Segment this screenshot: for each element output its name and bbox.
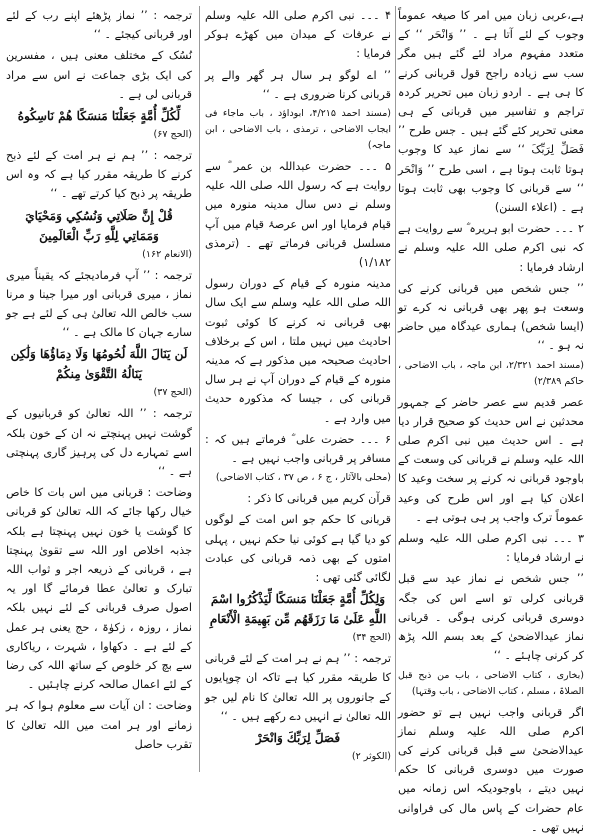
paragraph: وضاحت : ان آیات سے معلوم ہوا کہ ہر زمانے اور ہر امت میں اللہ تعالیٰ کا تقرب حاصل — [6, 699, 192, 751]
column-right — [398, 6, 585, 834]
reference: (الحج ۳۴) — [352, 632, 391, 644]
hadith-quote: ’’ جس شخص نے نماز عید سے قبل قربانی کرلی تو اسے اس کی جگہ دوسری قربانی کرنی ہوگی ۔ قربانی نماز عیدالاضحیٰ کے بعد بسم اللہ پڑھ کر کرنی چاہئے ۔ ‘‘ — [398, 572, 584, 663]
reference: (محلی بالآثار ، ج ۶ ، ص ۳۷ ، کتاب الاضاحی) — [215, 472, 391, 484]
reference: (الحج ۳۷) — [153, 387, 192, 399]
reference: (مسند احمد ۲/۳۲۱، ابن ماجہ ، باب الاضاحی ، حاکم ۲/۳۸۹) — [398, 359, 585, 387]
paragraph: اگر قربانی واجب نہیں ہے تو حضور اکرم صلی اللہ علیہ وسلم نماز عیدالاضحیٰ سے قبل قربانی کرنے کی صورت میں دوسری قربانی کا حکم نہیں دیتے ، باوجودیکہ اس زمانہ میں عام حضرات کے پاس مال کی فراوانی نہیں تھی ۔ — [398, 705, 584, 834]
hadith-quote: ’’ اے لوگو ہر سال ہر گھر والے پر قربانی کرنا ضروری ہے ۔ ‘‘ — [205, 68, 391, 101]
column-middle — [205, 6, 391, 774]
column-divider — [395, 6, 396, 772]
reference: (مسند احمد ۴/۲۱۵، ابوداؤد ، باب ماجاء فی ایجاب الاضاحی ، ترمذی ، باب الاضاحی ، ابن ماجہ) — [205, 108, 391, 152]
paragraph: وضاحت : قربانی میں اس بات کا خاص خیال رکھا جائے کہ اللہ تعالیٰ کو قربانی کا گوشت یا خون نہیں پہنچتا ہے بلکہ جذبہ اخلاص اور اللہ سے تقویٰ پہنچتا ہے ، قربانی کے ذریعہ اجر و ثواب اللہ تبارک و تعالیٰ عطا فرمائے گا اور یہ اصول صرف قربانی کے لئے نہیں بلکہ نماز ، روزہ ، زکوٰۃ ، حج یعنی ہر عمل کے لئے ہے ۔ دکھاوا ، شہرت ، ریاکاری سے بچ کر خلوص کے ساتھ اللہ کی رضا کے لئے اعمال صالحہ کرنے چاہئیں ۔ — [6, 486, 192, 692]
paragraph: مدینہ منورہ کے قیام کے دوران رسول اللہ صلی اللہ علیہ وسلم سے ایک سال بھی قربانی نہ کرنے کا کوئی ثبوت احادیث میں نہیں ملتا ، اس کے برخلاف احادیث صحیحہ میں مذکور ہے کہ مدینہ منورہ کے قیام کے دوران آپ نے ہر سال قربانی کی ، جیسا کہ مذکورہ حدیث میں وارد ہے ۔ — [205, 277, 391, 425]
paragraph: قربانی کا حکم جو اس امت کے لوگوں کو دیا گیا ہے کوئی نیا حکم نہیں ، پہلی امتوں کے بھی ذمہ قربانی کی عبادت لگائی گئی تھی : — [205, 513, 391, 585]
column-divider — [199, 6, 200, 772]
paragraph: ۶ ۔۔۔ حضرت علی ؓ فرماتے ہیں کہ : مسافر پر قربانی واجب نہیں ہے ۔ — [205, 432, 391, 466]
column-left — [6, 6, 192, 774]
quran-verse: وَلِكُلِّ أُمَّةٍ جَعَلْنَا مَنسَكًا لِّيَذْكُرُوا اسْمَ اللَّهِ عَلَىٰ مَا رَزَقَهُم مِّن بَهِيمَةِ الْأَنْعَامِ — [209, 592, 387, 627]
paragraph: ۴ ۔۔۔ نبی اکرم صلی اللہ علیہ وسلم نے عرفات کے میدان میں کھڑے ہوکر فرمایا : — [205, 9, 391, 61]
quran-verse: قُلْ إِنَّ صَلَاتِي وَنُسُكِي وَمَحْيَايَ وَمَمَاتِي لِلَّهِ رَبِّ الْعَالَمِينَ — [25, 208, 173, 243]
section-heading: قرآن کریم میں قربانی کا ذکر : — [247, 492, 391, 506]
reference: (الانعام ۱۶۲) — [142, 248, 192, 260]
paragraph: ۲ ۔۔۔ حضرت ابو ہریرہ ؓ سے روایت ہے کہ نبی اکرم صلی اللہ علیہ وسلم نے ارشاد فرمایا : — [398, 222, 584, 274]
translation: ترجمہ : ’’ آپ فرمادیجئے کہ یقیناً میری نماز ، میری قربانی اور میرا جینا و مرنا سب خالص اللہ تعالیٰ ہی کے لئے ہے جو سارے جہان کا مالک ہے ۔ ‘‘ — [6, 268, 192, 340]
reference: (بخاری ، کتاب الاضاحی ، باب من ذبح قبل الصلاۃ ، مسلم ، کتاب الاضاحی ، باب وقتہا) — [398, 669, 584, 697]
quran-verse: لِّكُلِّ أُمَّةٍ جَعَلْنَا مَنسَكًا هُمْ نَاسِكُوهُ — [17, 109, 181, 124]
translation: ترجمہ : ’’ اللہ تعالیٰ کو قربانیوں کے گوشت نہیں پہنچتے نہ ان کے خون بلکہ اسے تمہارے دل کی پرہیز گاری پہنچتی ہے ۔ ‘‘ — [6, 407, 192, 479]
paragraph: عصر قدیم سے عصر حاضر کے جمہور محدثین نے اس حدیث کو صحیح قرار دیا ہے ۔ اس حدیث میں نبی اکرم صلی اللہ علیہ وسلم نے قربانی کی وسعت کے باوجود قربانی نہ کرنے پر سخت وعید کا اعلان کیا ہے اور اس طرح کی وعید عموماً ترک واجب پر ہی ہوتی ہے ۔ — [398, 395, 584, 524]
paragraph: ہے،عربی زبان میں امر کا صیغہ عموماً وجوب کے لئے آتا ہے ۔ ’’ وَانْحَر ‘‘ کے متعدد مفہوم مراد لئے گئے ہیں مگر سب سے زیادہ راجح قول قربانی کرنے کا ہی ہے ۔ اردو زبان میں تحریر کردہ تراجم و تفاسیر میں قربانی کے ہی معنی تحریر کئے گئے ہیں ۔ جس طرح ’’ فَصَلِّ لِرَبِّکَ ‘‘ سے نماز عید کا وجوب ہوتا ثابت ہوتا ہے ، اسی طرح ’’ وَانْحَر ‘‘ سے قربانی کا وجوب بھی ثابت ہوتا ہے ۔ (اعلاء السنن) — [398, 9, 584, 215]
translation: ترجمہ : ’’ ہم نے ہر امت کے لئے قربانی کا طریقہ مقرر کیا ہے تاکہ ان چوپایوں کے جانوروں پر اللہ تعالیٰ کا نام لیں جو اللہ تعالیٰ نے انہیں دے رکھے ہیں ۔ ‘‘ — [205, 652, 391, 723]
hadith-quote: ’’ جس شخص میں قربانی کرنے کی وسعت ہو پھر بھی قربانی نہ کرے تو (ایسا شخص) ہماری عیدگاہ میں حاضر نہ ہو ۔ ‘‘ — [398, 281, 584, 353]
translation: ترجمہ : ’’ ہم نے ہر امت کے لئے ذبح کرنے کا طریقہ مقرر کیا ہے کہ وہ اس طریقہ پر ذبح کیا کرتے تھے ۔ ‘‘ — [6, 149, 192, 201]
reference: (الحج ۶۷) — [153, 129, 192, 141]
paragraph: نُسُک کے مختلف معنی ہیں ، مفسرین کی ایک بڑی جماعت نے اس سے مراد قربانی لی ہے ۔ — [6, 49, 192, 101]
paragraph: ۳ ۔۔۔ نبی اکرم صلی اللہ علیہ وسلم نے ارشاد فرمایا : — [398, 532, 584, 565]
quran-verse: فَصَلِّ لِرَبِّكَ وَانْحَرْ — [255, 731, 341, 746]
reference: (الکوثر ۲) — [351, 751, 391, 763]
quran-verse: لَن يَنَالَ اللَّهَ لُحُومُهَا وَلَا دِمَاؤُهَا وَلَٰكِن يَنَالُهُ التَّقْوَىٰ مِنكُمْ — [10, 347, 188, 382]
translation: ترجمہ : ’’ نماز پڑھئے اپنے رب کے لئے اور قربانی کیجئے ۔ ‘‘ — [6, 9, 192, 42]
paragraph: ۵ ۔۔۔ حضرت عبداللہ بن عمر ؓ سے روایت ہے کہ رسول اللہ صلی اللہ علیہ وسلم نے دس سال مدینہ منورہ میں قیام فرمایا اور اس عرصۂ قیام میں آپ مسلسل قربانی فرماتے تھے ۔ (ترمذی ۱/۱۸۲) — [205, 160, 391, 270]
